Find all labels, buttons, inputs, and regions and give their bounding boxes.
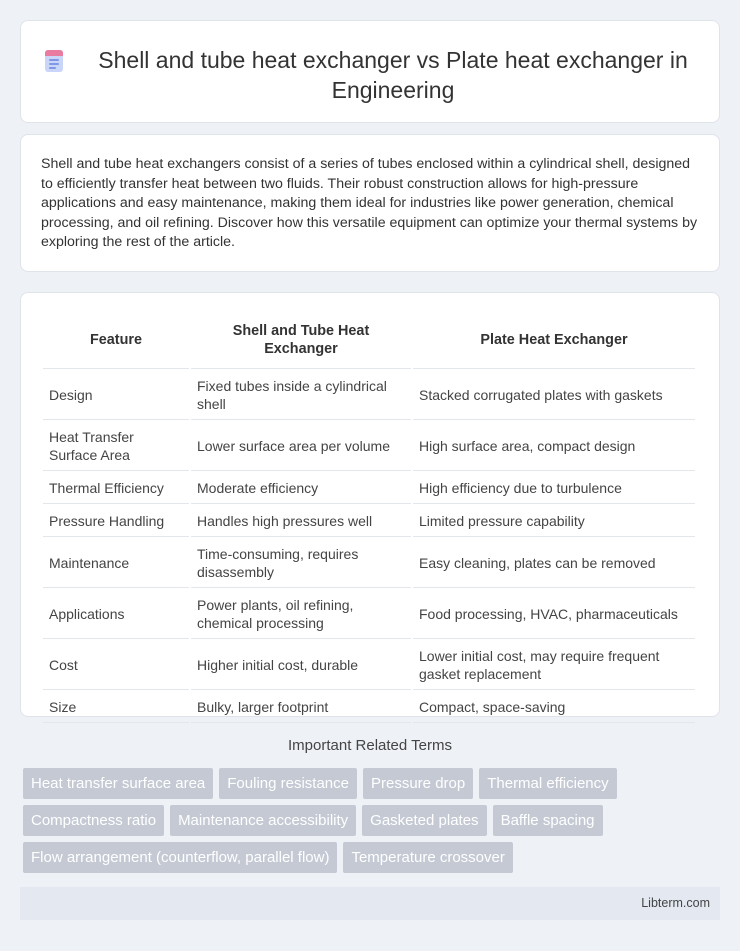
- table-cell: Lower initial cost, may require frequent gasket replacement: [413, 641, 695, 690]
- table-row: [43, 506, 695, 537]
- table-cell: Pressure Handling: [43, 506, 189, 537]
- table-cell: Heat Transfer Surface Area: [43, 422, 189, 471]
- table-header-shell-tube: Shell and Tube Heat Exchanger: [191, 311, 411, 369]
- table-cell: Bulky, larger footprint: [191, 692, 411, 723]
- table-cell: High surface area, compact design: [413, 422, 695, 471]
- intro-text: Shell and tube heat exchangers consist of a series of tubes enclosed within a cylindrical shell, designed to efficiently transfer heat between two fluids. Their robust construction allows for high-pressure applications and easy maintenance, making them ideal for industries like power generation, chemical processing, and oil refining. Discover how this versatile equipment can optimize your thermal systems by exploring the rest of the article.: [41, 156, 698, 251]
- table-cell: Easy cleaning, plates can be removed: [413, 539, 695, 588]
- table-cell: Food processing, HVAC, pharmaceuticals: [413, 590, 695, 639]
- intro-card: [20, 134, 720, 272]
- table-cell: Size: [43, 692, 189, 723]
- table-cell: Power plants, oil refining, chemical processing: [191, 590, 411, 639]
- header-card: [20, 20, 720, 123]
- table-header-plate: Plate Heat Exchanger: [413, 311, 695, 369]
- table-cell: Limited pressure capability: [413, 506, 695, 537]
- table-cell: Stacked corrugated plates with gaskets: [413, 371, 695, 420]
- table-cell: Time-consuming, requires disassembly: [191, 539, 411, 588]
- comparison-table-card: [20, 292, 720, 717]
- tag-compactness-ratio[interactable]: Compactness ratio: [23, 805, 164, 836]
- table-row: [43, 422, 695, 471]
- tag-gasketed-plates[interactable]: Gasketed plates: [362, 805, 486, 836]
- tag-pressure-drop[interactable]: Pressure drop: [363, 768, 473, 799]
- tag-maintenance-accessibility[interactable]: Maintenance accessibility: [170, 805, 356, 836]
- table-cell: Cost: [43, 641, 189, 690]
- related-terms-title: Important Related Terms: [288, 737, 452, 754]
- table-header-row: [43, 311, 695, 369]
- footer: [20, 887, 720, 920]
- tag-baffle-spacing[interactable]: Baffle spacing: [493, 805, 603, 836]
- related-terms-tags: [20, 768, 720, 879]
- table-cell: Fixed tubes inside a cylindrical shell: [191, 371, 411, 420]
- table-row: [43, 473, 695, 504]
- table-cell: Handles high pressures well: [191, 506, 411, 537]
- table-cell: Design: [43, 371, 189, 420]
- tag-flow-arrangement[interactable]: Flow arrangement (counterflow, parallel flow): [23, 842, 337, 873]
- tag-fouling-resistance[interactable]: Fouling resistance: [219, 768, 357, 799]
- table-header-feature: Feature: [43, 311, 189, 369]
- table-cell: Higher initial cost, durable: [191, 641, 411, 690]
- table-cell: Applications: [43, 590, 189, 639]
- related-terms-section: [20, 737, 720, 879]
- document-icon: [41, 48, 67, 74]
- table-cell: Lower surface area per volume: [191, 422, 411, 471]
- table-row: [43, 641, 695, 690]
- page-title: Shell and tube heat exchanger vs Plate heat exchanger in Engineering: [98, 47, 688, 103]
- table-cell: Moderate efficiency: [191, 473, 411, 504]
- footer-brand[interactable]: Libterm.com: [641, 896, 710, 910]
- table-row: [43, 539, 695, 588]
- table-row: [43, 692, 695, 723]
- table-cell: High efficiency due to turbulence: [413, 473, 695, 504]
- tag-temperature-crossover[interactable]: Temperature crossover: [343, 842, 512, 873]
- tag-thermal-efficiency[interactable]: Thermal efficiency: [479, 768, 616, 799]
- table-cell: Thermal Efficiency: [43, 473, 189, 504]
- table-cell: Maintenance: [43, 539, 189, 588]
- table-row: [43, 371, 695, 420]
- table-row: [43, 590, 695, 639]
- tag-heat-transfer-surface-area[interactable]: Heat transfer surface area: [23, 768, 213, 799]
- table-cell: Compact, space-saving: [413, 692, 695, 723]
- comparison-table: [41, 309, 697, 725]
